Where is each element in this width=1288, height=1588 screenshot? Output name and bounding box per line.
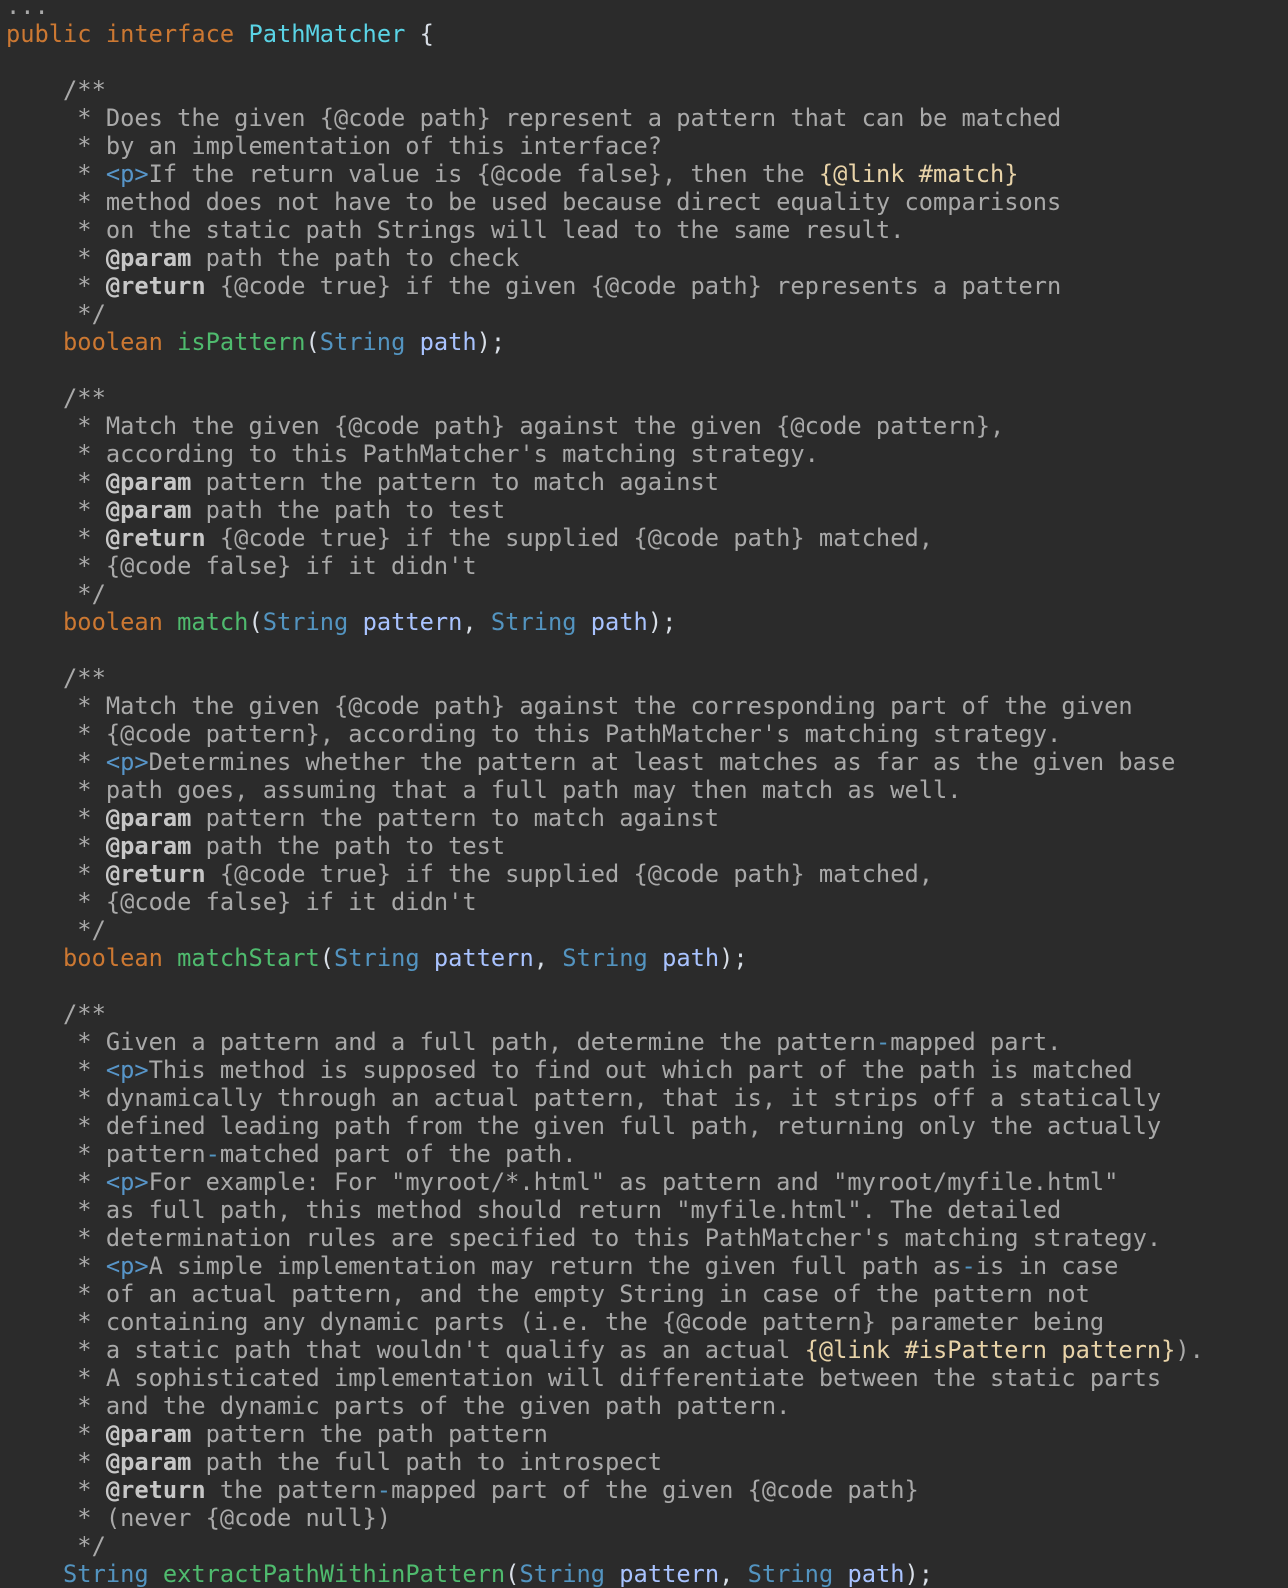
- code-token-comment: *: [6, 272, 106, 300]
- code-line: [6, 216, 1288, 244]
- code-token-comment: *: [6, 1448, 106, 1476]
- code-token-comment: *: [6, 1168, 106, 1196]
- code-token-comment: mapped part of the given {@code path}: [391, 1476, 919, 1504]
- code-token-type-decl: PathMatcher: [248, 20, 406, 48]
- code-token-comment: * (never {@code null}): [6, 1504, 392, 1532]
- code-line: [6, 1364, 1288, 1392]
- code-token-type: String: [519, 1560, 606, 1588]
- code-token-punct: );: [647, 608, 677, 636]
- code-line: [6, 552, 1288, 580]
- code-line: [6, 1280, 1288, 1308]
- code-line: [6, 860, 1288, 888]
- code-token-method: isPattern: [177, 328, 306, 356]
- code-line: [6, 1084, 1288, 1112]
- code-token-comment: /**: [6, 76, 106, 104]
- code-line: [6, 524, 1288, 552]
- code-token-param: path: [662, 944, 720, 972]
- code-line: [6, 888, 1288, 916]
- code-token-comment: the pattern: [205, 1476, 377, 1504]
- code-token-comment: ...: [6, 0, 49, 20]
- code-token-comment: *: [6, 804, 106, 832]
- code-token-tag: @return: [105, 860, 206, 888]
- code-token-html: <p>: [105, 748, 149, 776]
- code-token-html: <p>: [105, 160, 149, 188]
- code-token-param: pattern: [362, 608, 463, 636]
- code-token: [577, 608, 591, 636]
- code-token-comment: /**: [6, 664, 106, 692]
- code-token-comment: Determines whether the pattern at least matches as far as the given base: [148, 748, 1176, 776]
- code-token-punct: );: [476, 328, 506, 356]
- code-token-comment: * containing any dynamic parts (i.e. the {@code pattern} parameter being: [6, 1308, 1105, 1336]
- code-line: [6, 776, 1288, 804]
- code-token-comment: * {@code false} if it didn't: [6, 552, 477, 580]
- code-token-comment: * {@code false} if it didn't: [6, 888, 477, 916]
- code-line: [6, 832, 1288, 860]
- code-token-comment: path the path to test: [191, 832, 506, 860]
- code-line: [6, 412, 1288, 440]
- code-line: [6, 300, 1288, 328]
- code-token-punct: (: [248, 608, 263, 636]
- code-token: [420, 944, 434, 972]
- code-token-comment: This method is supposed to find out which part of the path is matched: [148, 1056, 1133, 1084]
- code-line: [6, 1420, 1288, 1448]
- code-token-comment: *: [6, 496, 106, 524]
- code-token-comment: path the path to check: [191, 244, 520, 272]
- code-line: [6, 328, 1288, 356]
- code-token-tag: @param: [105, 496, 192, 524]
- code-token: [833, 1560, 847, 1588]
- code-token-type: String: [747, 1560, 834, 1588]
- code-token-comment: *: [6, 1420, 106, 1448]
- code-line: [6, 132, 1288, 160]
- code-token-punct: (: [505, 1560, 520, 1588]
- code-token-comment: {@code true} if the supplied {@code path} matched,: [205, 524, 933, 552]
- code-token-comment: * determination rules are specified to this PathMatcher's matching strategy.: [6, 1224, 1162, 1252]
- code-token-comment: path the path to test: [191, 496, 506, 524]
- code-token-comment: *: [6, 1056, 106, 1084]
- code-line: [6, 0, 1288, 20]
- code-token-comment: *: [6, 1252, 106, 1280]
- code-token-keyword: boolean: [63, 944, 163, 972]
- code-token-param: path: [590, 608, 648, 636]
- code-token-link: {@link #match}: [818, 160, 1019, 188]
- code-line: [6, 104, 1288, 132]
- code-token-comment: mapped part.: [890, 1028, 1062, 1056]
- code-token-tag: @return: [105, 272, 206, 300]
- code-line: [6, 384, 1288, 412]
- code-token-comment: For example: For "myroot/*.html" as pattern and "myroot/myfile.html": [148, 1168, 1119, 1196]
- code-line: [6, 440, 1288, 468]
- code-line: [6, 188, 1288, 216]
- code-line: [6, 1224, 1288, 1252]
- code-token-link: {@link #isPattern pattern}: [804, 1336, 1176, 1364]
- code-token-type: String: [334, 944, 420, 972]
- code-line: [6, 1196, 1288, 1224]
- code-token-comment: pattern the pattern to match against: [191, 468, 720, 496]
- code-token-comment: * Match the given {@code path} against the corresponding part of the given: [6, 692, 1133, 720]
- code-token: [163, 944, 177, 972]
- code-token: [6, 944, 63, 972]
- code-token-comment: * A sophisticated implementation will differentiate between the static parts: [6, 1364, 1162, 1392]
- code-token-comment: is in case: [975, 1252, 1119, 1280]
- code-token-comment: */: [6, 916, 106, 944]
- code-token-type: String: [562, 944, 648, 972]
- code-token: [163, 328, 177, 356]
- code-token-comment: {@code true} if the supplied {@code path} matched,: [205, 860, 933, 888]
- code-line: [6, 720, 1288, 748]
- code-token-comment: * defined leading path from the given full path, returning only the actually: [6, 1112, 1162, 1140]
- code-token-comment: *: [6, 524, 106, 552]
- code-line: [6, 1028, 1288, 1056]
- code-token-comment: * {@code pattern}, according to this PathMatcher's matching strategy.: [6, 720, 1062, 748]
- code-token-keyword: boolean: [63, 608, 163, 636]
- code-token: [163, 608, 177, 636]
- code-token: [648, 944, 662, 972]
- code-token: [6, 1560, 63, 1588]
- code-token-comment: * Given a pattern and a full path, determine the pattern: [6, 1028, 876, 1056]
- code-line: [6, 244, 1288, 272]
- code-token-comment: * Match the given {@code path} against the given {@code pattern},: [6, 412, 1005, 440]
- code-token-comment: ).: [1175, 1336, 1204, 1364]
- code-token-comment: * a static path that wouldn't qualify as an actual: [6, 1336, 805, 1364]
- code-token-keyword: interface: [105, 20, 235, 48]
- code-token-tag: @return: [105, 524, 206, 552]
- code-line: [6, 748, 1288, 776]
- code-token-comment: * Does the given {@code path} represent a pattern that can be matched: [6, 104, 1062, 132]
- code-token-tag: @param: [105, 804, 192, 832]
- code-token-comment: * path goes, assuming that a full path may then match as well.: [6, 776, 962, 804]
- code-token: [149, 1560, 163, 1588]
- code-token-hyphen: -: [205, 1140, 220, 1168]
- code-token-punct: {: [405, 20, 434, 48]
- code-line: [6, 1140, 1288, 1168]
- code-line: [6, 1448, 1288, 1476]
- code-line: [6, 496, 1288, 524]
- code-line: [6, 76, 1288, 104]
- code-token-punct: (: [305, 328, 320, 356]
- code-token-punct: ,: [462, 608, 491, 636]
- code-token-keyword: boolean: [63, 328, 163, 356]
- code-token-comment: *: [6, 860, 106, 888]
- code-token: [234, 20, 248, 48]
- code-line: [6, 944, 1288, 972]
- code-token-comment: * by an implementation of this interface?: [6, 132, 663, 160]
- code-token-comment: path the full path to introspect: [191, 1448, 663, 1476]
- code-line: [6, 804, 1288, 832]
- code-line: [6, 468, 1288, 496]
- code-token: [348, 608, 362, 636]
- code-token-hyphen: -: [376, 1476, 392, 1504]
- code-token-tag: @param: [105, 832, 192, 860]
- code-token-punct: );: [904, 1560, 934, 1588]
- code-token-comment: * and the dynamic parts of the given path pattern.: [6, 1392, 791, 1420]
- code-token-punct: );: [719, 944, 748, 972]
- code-line: [6, 1476, 1288, 1504]
- code-token: [92, 20, 106, 48]
- code-token-tag: @param: [105, 244, 192, 272]
- code-token-hyphen: -: [875, 1028, 891, 1056]
- code-token-comment: /**: [6, 1000, 106, 1028]
- code-token-html: <p>: [105, 1056, 149, 1084]
- code-token-method: extractPathWithinPattern: [162, 1560, 506, 1588]
- code-token-comment: *: [6, 244, 106, 272]
- code-token-comment: * according to this PathMatcher's matching strategy.: [6, 440, 819, 468]
- code-line: [6, 1056, 1288, 1084]
- code-token-punct: ,: [719, 1560, 748, 1588]
- code-token-type: String: [490, 608, 577, 636]
- code-line: [6, 972, 1288, 1000]
- code-token-html: <p>: [105, 1168, 149, 1196]
- code-line: [6, 1000, 1288, 1028]
- code-line: [6, 580, 1288, 608]
- code-line: [6, 1336, 1288, 1364]
- code-token-comment: A simple implementation may return the given full path as: [148, 1252, 962, 1280]
- code-token-hyphen: -: [961, 1252, 976, 1280]
- code-token-comment: pattern the pattern to match against: [191, 804, 720, 832]
- code-token-comment: *: [6, 832, 106, 860]
- code-line: [6, 1504, 1288, 1532]
- code-line: [6, 20, 1288, 48]
- code-token-type: String: [319, 328, 406, 356]
- code-line: [6, 1168, 1288, 1196]
- code-token-type: String: [262, 608, 349, 636]
- code-token-tag: @param: [105, 1420, 192, 1448]
- code-token-comment: *: [6, 748, 106, 776]
- code-line: [6, 664, 1288, 692]
- code-token-comment: * pattern: [6, 1140, 206, 1168]
- code-token-tag: @param: [105, 468, 192, 496]
- code-line: [6, 608, 1288, 636]
- code-line: [6, 1560, 1288, 1588]
- code-token-html: <p>: [105, 1252, 149, 1280]
- code-token: [6, 608, 63, 636]
- code-line: [6, 160, 1288, 188]
- code-token-comment: *: [6, 468, 106, 496]
- code-token-param: pattern: [433, 944, 534, 972]
- code-token-comment: * dynamically through an actual pattern, that is, it strips off a statically: [6, 1084, 1162, 1112]
- code-token-punct: ,: [533, 944, 563, 972]
- code-token-tag: @return: [105, 1476, 206, 1504]
- code-token-comment: */: [6, 580, 106, 608]
- code-token-tag: @param: [105, 1448, 192, 1476]
- code-token-comment: {@code true} if the given {@code path} represents a pattern: [205, 272, 1062, 300]
- code-token-comment: */: [6, 300, 106, 328]
- code-token-comment: * method does not have to be used because direct equality comparisons: [6, 188, 1062, 216]
- code-token: [6, 328, 63, 356]
- code-token-comment: * on the static path Strings will lead to the same result.: [6, 216, 905, 244]
- code-token-comment: matched part of the path.: [219, 1140, 577, 1168]
- code-token-type: String: [63, 1560, 149, 1588]
- code-line: [6, 48, 1288, 76]
- code-line: [6, 1252, 1288, 1280]
- code-token-param: path: [847, 1560, 905, 1588]
- code-line: [6, 272, 1288, 300]
- code-line: [6, 1308, 1288, 1336]
- code-token-method: match: [177, 608, 249, 636]
- code-line: [6, 636, 1288, 664]
- code-token: [605, 1560, 619, 1588]
- code-editor[interactable]: [6, 0, 1288, 1588]
- code-token-comment: /**: [6, 384, 106, 412]
- code-line: [6, 1112, 1288, 1140]
- code-line: [6, 1392, 1288, 1420]
- code-token-method: matchStart: [177, 944, 320, 972]
- code-token-comment: If the return value is {@code false}, then the: [148, 160, 819, 188]
- code-token-param: pattern: [619, 1560, 720, 1588]
- code-line: [6, 356, 1288, 384]
- code-token-comment: pattern the path pattern: [191, 1420, 548, 1448]
- code-token-comment: *: [6, 1476, 106, 1504]
- code-token-keyword: public: [6, 20, 92, 48]
- code-token-comment: * of an actual pattern, and the empty String in case of the pattern not: [6, 1280, 1090, 1308]
- code-line: [6, 692, 1288, 720]
- code-token-param: path: [419, 328, 477, 356]
- code-token: [405, 328, 419, 356]
- code-token-punct: (: [319, 944, 335, 972]
- code-line: [6, 916, 1288, 944]
- code-token-comment: * as full path, this method should return "myfile.html". The detailed: [6, 1196, 1062, 1224]
- code-token-comment: *: [6, 160, 106, 188]
- code-token-comment: */: [6, 1532, 106, 1560]
